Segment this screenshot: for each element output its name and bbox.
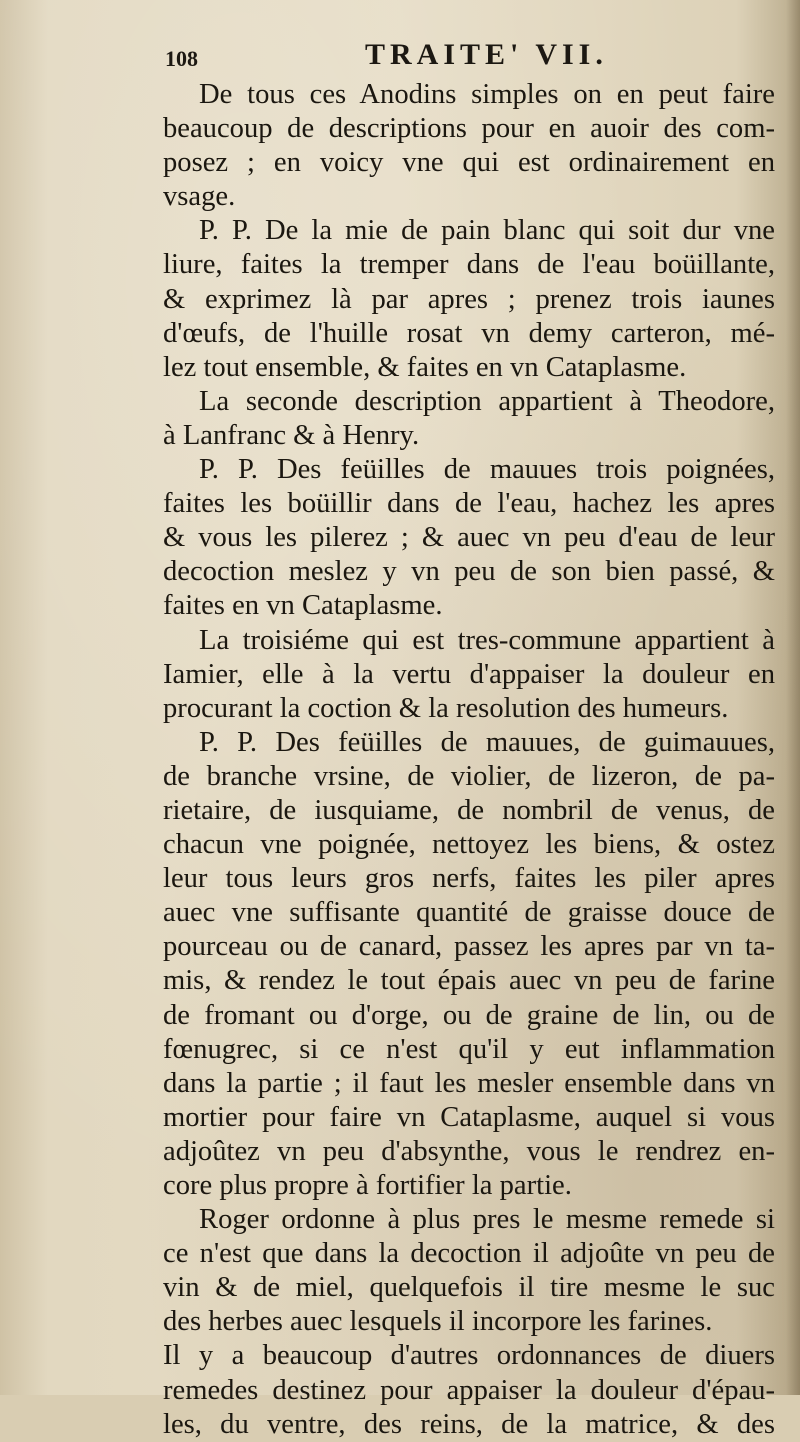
text-line: posez ; en voicy vne qui est ordinairement en xyxy=(163,147,775,179)
page-number: 108 xyxy=(165,46,198,71)
page-edge-shadow xyxy=(786,0,800,1395)
text-line: P. P. Des feüilles de mauues, de guimauues, xyxy=(199,726,775,758)
text-line: auec vne suffisante quantité de graisse douce de xyxy=(163,897,775,929)
text-line: lez tout ensemble, & faites en vn Cataplasme. xyxy=(163,351,687,383)
text-line: liure, faites la tremper dans de l'eau boüillante, xyxy=(163,249,775,281)
text-line: mis, & rendez le tout épais auec vn peu de farine xyxy=(163,965,775,997)
text-line: mortier pour faire vn Cataplasme, auquel si vous xyxy=(163,1101,775,1133)
text-line: & exprimez là par apres ; prenez trois iaunes xyxy=(163,283,775,315)
text-line: de branche vrsine, de violier, de lizeron, de pa- xyxy=(163,760,775,792)
text-line: procurant la coction & la resolution des humeurs. xyxy=(163,692,729,724)
text-line: dans la partie ; il faut les mesler ensemble dans vn xyxy=(163,1067,775,1099)
text-line: La troisiéme qui est tres-commune appartient à xyxy=(199,624,775,656)
text-line: Iamier, elle à la vertu d'appaiser la douleur en xyxy=(163,658,775,690)
text-line: La seconde description appartient à Theodore, xyxy=(199,385,775,417)
text-line: ce n'est que dans la decoction il adjoûte vn peu de xyxy=(163,1238,775,1270)
text-line: vsage. xyxy=(163,181,236,213)
text-line: de fromant ou d'orge, ou de graine de lin, ou de xyxy=(163,999,775,1031)
text-line: P. P. De la mie de pain blanc qui soit dur vne xyxy=(199,215,775,247)
body-text xyxy=(163,78,775,1442)
text-line: fœnugrec, si ce n'est qu'il y eut inflammation xyxy=(163,1033,775,1065)
text-line: rietaire, de iusquiame, de nombril de venus, de xyxy=(163,794,775,826)
running-head: TRAITE' VII. xyxy=(365,38,608,71)
text-line: à Lanfranc & à Henry. xyxy=(163,419,420,451)
text-line: vin & de miel, quelquefois il tire mesme le suc xyxy=(163,1272,775,1304)
text-line: d'œufs, de l'huille rosat vn demy carteron, mé- xyxy=(163,317,775,349)
text-line: remedes destinez pour appaiser la douleur d'épau- xyxy=(163,1374,775,1406)
text-line: core plus propre à fortifier la partie. xyxy=(163,1170,572,1201)
page-header xyxy=(165,38,765,78)
text-line: faites les boüillir dans de l'eau, hachez les apres xyxy=(163,488,775,520)
text-line: leur tous leurs gros nerfs, faites les piler apres xyxy=(163,863,775,895)
text-line: P. P. Des feüilles de mauues trois poignées, xyxy=(199,454,775,486)
text-line: pourceau ou de canard, passez les apres par vn ta- xyxy=(163,931,775,963)
text-line: chacun vne poignée, nettoyez les biens, & ostez xyxy=(163,829,775,861)
text-line: De tous ces Anodins simples on en peut faire xyxy=(199,79,775,110)
text-line: & vous les pilerez ; & auec vn peu d'eau de leur xyxy=(163,522,775,554)
text-line: beaucoup de descriptions pour en auoir des com- xyxy=(163,113,775,145)
text-line: Roger ordonne à plus pres le mesme remede si xyxy=(199,1204,775,1236)
text-line: les, du ventre, des reins, de la matrice, & des xyxy=(163,1408,775,1440)
text-line: faites en vn Cataplasme. xyxy=(163,590,443,622)
text-line: adjoûtez vn peu d'absynthe, vous le rendrez en- xyxy=(163,1135,775,1167)
text-line: des herbes auec lesquels il incorpore les farines. xyxy=(163,1306,713,1338)
text-line: decoction meslez y vn peu de son bien passé, & xyxy=(163,556,775,588)
text-line: Il y a beaucoup d'autres ordonnances de diuers xyxy=(163,1340,775,1372)
